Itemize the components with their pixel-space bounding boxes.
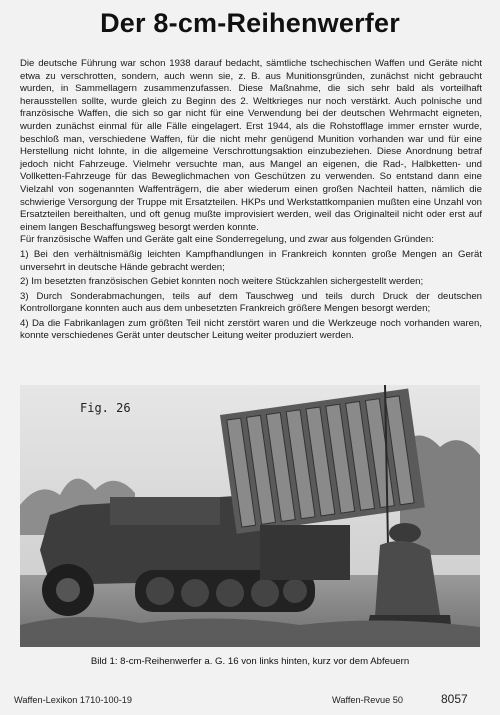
reason-item-1: 1) Bei den verhältnismäßig leichten Kampfhandlungen in Frankreich konnten große Mengen an Gerät unversehrt in deutsche Hände gebracht werden; [20, 248, 482, 273]
paragraph-intro: Die deutsche Führung war schon 1938 darauf bedacht, sämtliche tschechischen Waffen und Geräte nicht etwa zu verschrotten, sondern, auch wenn sie, z. B. aus Munitionsgründen, zunächst nicht gebraucht wurden, in Sammellagern zusammenzufassen. Diese Maßnahme, die sich sehr bald als vorteilhaft herausstellen sollte, wurde gleich zu Beginn des 2. Weltkrieges nur noch verstärkt. Auch polnische und französische Waffen, die sich so gar nicht für eine Verwendung bei der deutschen Wehrmacht eigneten, wurden zunächst einmal für alle Fälle eingelagert. Erst 1944, als die Rohstofflage immer ernster wurde, beschloß man, verschiedene Waffen, für die nicht mehr genügend Munition vorhanden war und für eine Herstellung nicht lohnte, in die allgemeine Verschrottungsaktion einzubeziehen. Diese Anordnung betraf jedoch nicht Fahrzeuge. Vielmehr versuchte man, aus Mangel an eigenen, die Rad-, Halbketten- und Vollketten-Fahrzeuge für das Beweglichmachen von Geschützen zu verwenden. So entstand dann eine Vielzahl von sogenannten Waffenträgern, die aber wiederum einen großen Nachteil hatten, nämlich die schwierige Versorgung der Truppe mit Ersatzteilen. HKPs und Werkstattkompanien mußten eine Unzahl von Ersatzteilen bereithalten, und oft genug mußte improvisiert werden, weil das Originalteil nicht oder erst auf einem langen Beschaffungsweg besorgt werden konnte. [20, 58, 482, 233]
photo-illustration [20, 385, 480, 647]
page-number: 8057 [441, 692, 468, 706]
reason-item-3: 3) Durch Sonderabmachungen, teils auf dem Tauschweg und teils durch Druck der deutschen Kontrollorgane konnten auch aus dem unbesetzten Frankreich größere Mengen besorgt werden; [20, 290, 482, 315]
figure-caption: Bild 1: 8-cm-Reihenwerfer a. G. 16 von links hinten, kurz vor dem Abfeuern [90, 656, 410, 667]
reason-item-4: 4) Da die Fabrikanlagen zum größten Teil nicht zerstört waren und die Werkzeuge noch vorhanden waren, konnte verschiedenes Gerät unter deutscher Leitung weiter produziert werden. [20, 317, 482, 342]
figure-photo [20, 385, 480, 647]
footer-series: Waffen-Lexikon 1710-100-19 [14, 695, 132, 705]
figure-label: Fig. 26 [80, 401, 131, 415]
paragraph-reasons: Für französische Waffen und Geräte galt eine Sonderregelung, und zwar aus folgenden Gründen: [20, 234, 434, 246]
article-body [20, 58, 482, 343]
page-title: Der 8-cm-Reihenwerfer [100, 8, 400, 38]
footer-issue: Waffen-Revue 50 [332, 695, 403, 705]
reason-item-2: 2) Im besetzten französischen Gebiet konnten noch weitere Stückzahlen sichergestellt werden; [20, 276, 424, 288]
